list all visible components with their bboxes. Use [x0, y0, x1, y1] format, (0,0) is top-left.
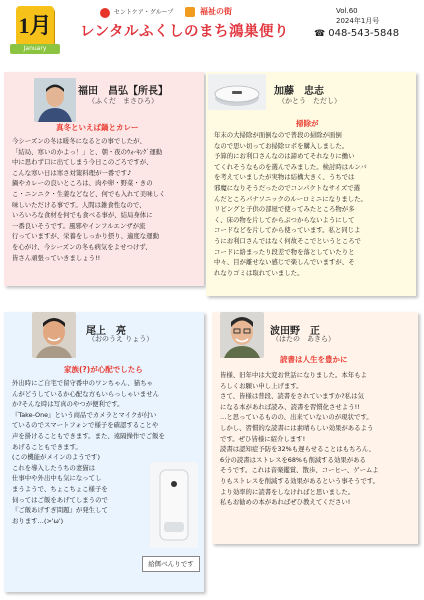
article-heading: 真冬といえば鍋とカレー — [56, 123, 139, 132]
pet-feeder-photo — [150, 462, 198, 548]
staff-photo-fukuda — [34, 78, 76, 122]
fukushi-logo-icon — [185, 7, 195, 17]
staff-name: 波田野 正 — [270, 326, 320, 337]
article-body: 外出時にご自宅で留守番中のワンちゃん、猫ちゃ んがどうしているか心配な方もいらっしゃいません か?そんな時は写真のやつが便利です。 『Take-One』という商品でカメラとマイクが付い ているのでスマートフォンで様子を確認することや 声を掛けることもできます。また、遠隔操作でご飯を あげることもできます。 (この機能がメインのようです) これを導入したうちの妻猫は 仕事中や外出中も気になってし まうようで、ちょこちょこ様子を 伺ってはご飯をあげてしまうので 『ご飯あげすぎ問題』が発生して おります…(>'ω') — [12, 379, 165, 525]
logo-area — [100, 6, 232, 20]
newsletter-title: レンタルふくしのまち鴻巣便り — [80, 24, 290, 40]
fukushi-logo — [185, 6, 232, 17]
article-body: 今シーズンの冬は暖冬になるとの事でしたが、 「結局、寒いのかよっ！」と、朝・夜のｳｫｰｷﾝｸﾞ運動 中に思わず口に出てしまう今日このごろですが、 こんな寒い日は寒さ対策料理が一番です♪ 鍋やカレーの良いところは、肉や卵・野菜・きの こ・ニンニク・生姜などなど、何でも入れて美味しく 味しいただける事です。人間は雑食性なので、 いろいろな食材を何でも食べる事が、結局身体に 一番良いそうです。風邪やインフルエンザが流 行っていますが、栄養をしっかり摂り、適度な運動 を心がけ、今シーズンの冬も病気をよせつけず、 皆さん頑張っていきましょう!! — [12, 137, 166, 262]
staff-name: 尾上 亮 — [86, 326, 126, 337]
article-card-onoue — [4, 312, 204, 592]
article-heading: 掃除が — [296, 119, 319, 128]
month-tab — [16, 6, 54, 46]
pet-feeder-icon — [150, 462, 198, 548]
staff-name: 加藤 忠志 — [274, 86, 324, 97]
issue-info — [336, 6, 379, 26]
staff-name-kana: （ふくだ まさひろ） — [88, 97, 158, 105]
article-heading: 家族(?)が心配でしたら — [64, 365, 143, 374]
staff-photo-onoue — [32, 312, 76, 358]
article-body: 年末の大掃除が面倒なので普段の掃除が面倒 なので思い切ってお掃除ロボを購入しました。 予算的にお利口さんなのは諦めてそれなりに働い てくれそうなものを選んでみました。検討時はルンバ を考えていましたが実物は結構大きく、うちでは 邪魔になりそうだったのでコンパクトなサイズで選 んだところパナソニックのルーロミニになりました。 リビングと子供の部屋で使ってみたところ物が多 く、床の物を片してからぶつからないようにして コードなどを片してから使っています。私と同じよ うにお利口さんではなく何故そこでというところで コードに絡まったり段差で物を落としていたりと 中々、目が離せない感じで楽しんでいますが、そ れなりゴミは取れていました。 — [214, 131, 367, 277]
staff-name-kana: （はたの あきら） — [272, 335, 335, 343]
person-photo-icon — [32, 312, 76, 358]
month-ribbon: January — [10, 44, 60, 54]
volume-number: Vol.60 — [336, 7, 358, 15]
saint-care-logo — [100, 7, 173, 18]
article-card-fukuda — [4, 72, 204, 286]
issue-date: 2024年1月号 — [336, 17, 380, 25]
phone-number — [314, 28, 399, 39]
article-card-kato — [206, 72, 416, 296]
article-card-hatano — [212, 312, 418, 544]
person-photo-icon — [220, 312, 264, 358]
robot-vacuum-icon — [208, 74, 266, 110]
article-heading: 読書は人生を豊かに — [280, 355, 348, 364]
month-label: 1月 — [18, 13, 52, 38]
fukushi-logo-text: 福祉の街 — [200, 7, 233, 16]
staff-photo-hatano — [220, 312, 264, 358]
staff-name-kana: （かとう ただし） — [278, 97, 341, 105]
staff-name-kana: （おのうえ りょう） — [88, 335, 154, 343]
staff-name: 福田 昌弘【所長】 — [78, 86, 168, 97]
person-photo-icon — [34, 78, 76, 122]
saint-care-logo-icon — [100, 8, 110, 18]
article-body: 皆様、旧年中は大変お世話になりました。本年もよ ろしくお願い申し上げます。 さて、皆様は普段、読書をされていますか?私は気 になる本があれば読み、読書を習慣化させよう!! …と思っているものの、出来ていないのが現状です。 しかし、習慣的な読書には素晴らしい効果があるよう です。ぜひ皆様に紹介します! 読書は認知症予防を32%も遅らせることはもちろん、 6分の読書はストレスを68%も削減する効果がある そうです。これは音楽鑑賞、散歩、コーヒー、ゲームよ りもストレスを削減する効果があるという事そうです。 より効率的に読書をしなければと思いました。 私もお勧めの本があればぜひ教えてください! — [220, 371, 380, 507]
robot-vacuum-photo — [208, 74, 266, 110]
phone-number-text: 048-543-5848 — [328, 28, 400, 39]
phone-icon: ☎ — [314, 29, 326, 39]
saint-care-logo-text: セントケア・グループ — [113, 9, 174, 16]
photo-caption: 給餌べんりです — [142, 556, 200, 572]
